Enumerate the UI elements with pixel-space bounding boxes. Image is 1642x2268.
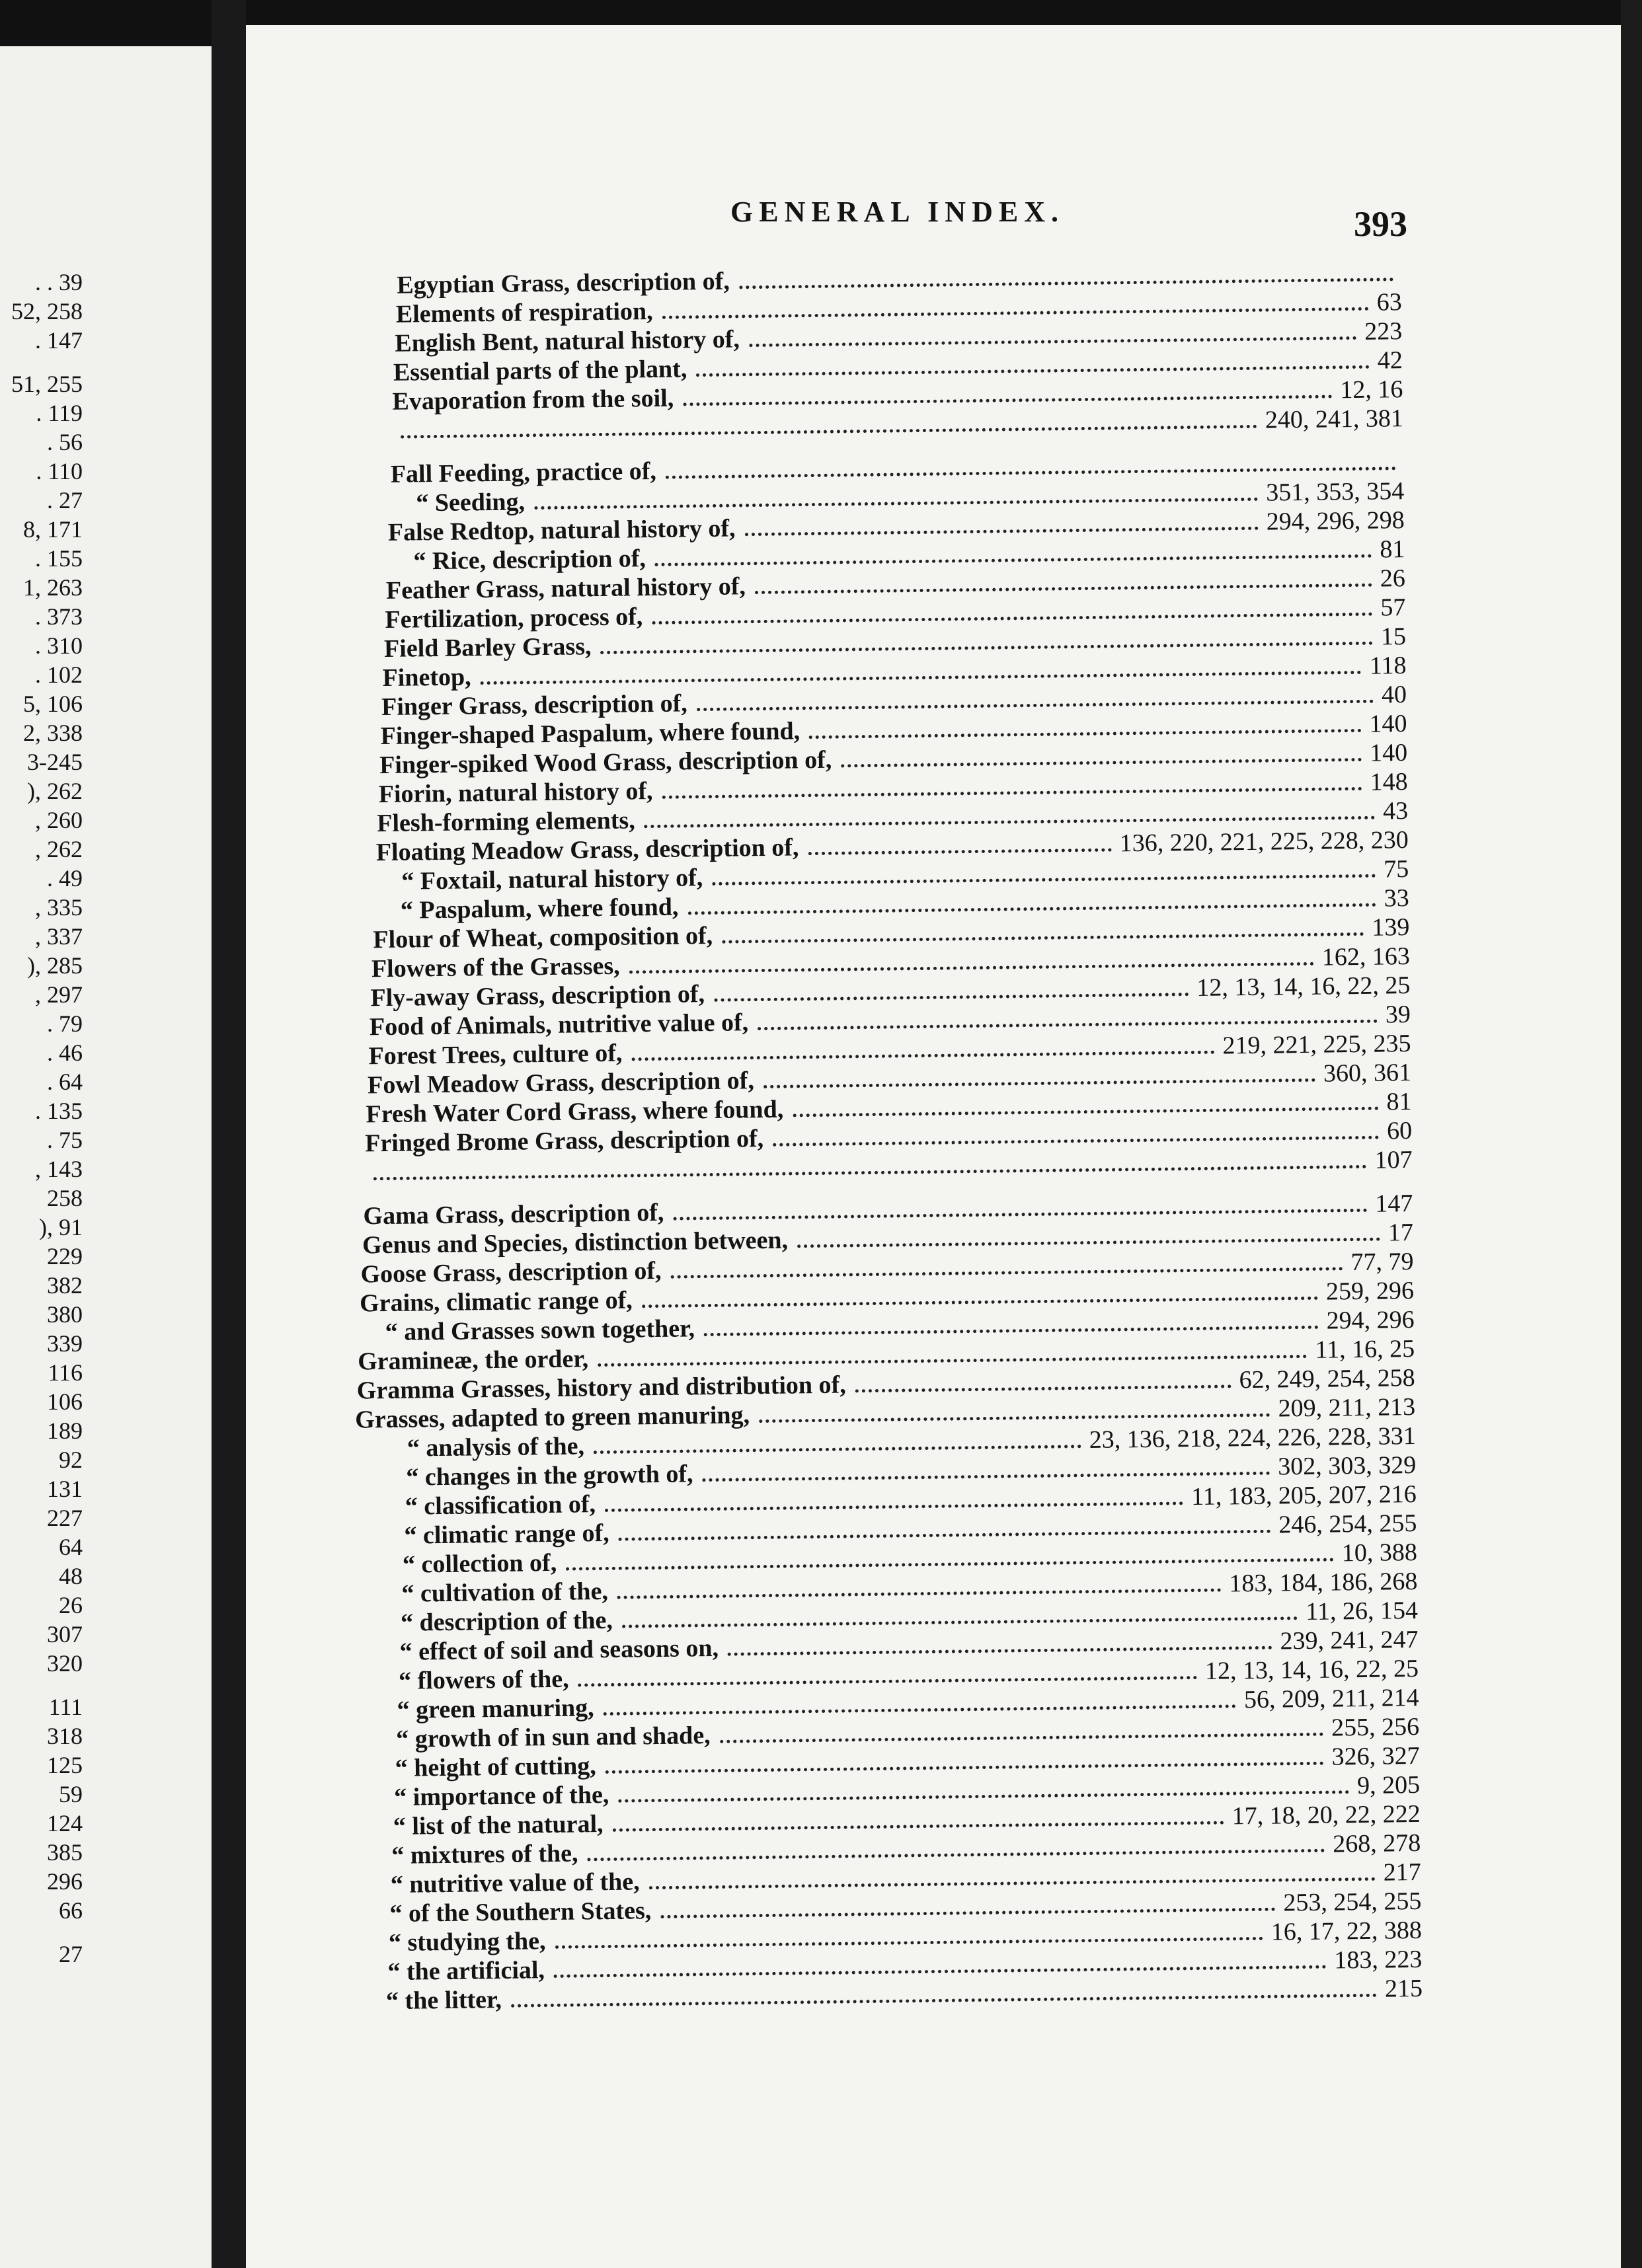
left-page-fragment: 229 xyxy=(47,1243,83,1269)
left-page-fragment: ), 285 xyxy=(27,952,83,979)
index-term: “ collection of, xyxy=(402,1548,557,1579)
index-pages: 40 xyxy=(1381,681,1407,709)
left-page-fragment: 339 xyxy=(47,1330,83,1357)
index-term: Fall Feeding, practice of, xyxy=(390,457,657,488)
index-term: Gramma Grasses, history and distribution of, xyxy=(356,1371,846,1405)
index-pages: 16, 17, 22, 388 xyxy=(1271,1916,1423,1946)
index-pages: 148 xyxy=(1370,768,1408,796)
index-pages: 294, 296 xyxy=(1326,1306,1415,1335)
dot-leader xyxy=(617,1589,1222,1599)
index-pages: 217 xyxy=(1383,1858,1422,1887)
index-pages: 63 xyxy=(1376,288,1402,317)
index-term: “ Seeding, xyxy=(416,488,526,517)
index-pages: 360, 361 xyxy=(1323,1059,1412,1088)
left-page-fragment: , 143 xyxy=(35,1156,83,1182)
left-page-fragment: . 155 xyxy=(35,545,83,572)
dot-leader xyxy=(671,1267,1343,1278)
index-term: Fiorin, natural history of, xyxy=(378,777,653,809)
index-term: “ the litter, xyxy=(385,1985,502,2016)
left-page-fragment: 307 xyxy=(47,1621,83,1647)
index-term: “ Rice, description of, xyxy=(413,545,646,576)
index-pages: 11, 16, 25 xyxy=(1315,1335,1415,1364)
index-term: “ mixtures of the, xyxy=(391,1839,578,1870)
left-page-fragment: 380 xyxy=(47,1301,83,1328)
index-pages: 219, 221, 225, 235 xyxy=(1222,1030,1411,1060)
index-pages: 81 xyxy=(1386,1088,1412,1116)
left-page-fragment: 227 xyxy=(47,1505,83,1531)
dot-leader xyxy=(604,1704,1236,1716)
index-pages: 107 xyxy=(1374,1146,1413,1174)
index-term: False Redtop, natural history of, xyxy=(387,514,736,547)
index-pages: 259, 296 xyxy=(1325,1277,1415,1306)
index-term: Finger-shaped Paspalum, where found, xyxy=(380,717,801,751)
index-pages: 268, 278 xyxy=(1332,1829,1421,1858)
dot-leader xyxy=(622,1616,1298,1628)
index-pages: 56, 209, 211, 214 xyxy=(1243,1683,1419,1714)
page-edge xyxy=(1621,0,1642,2268)
dot-leader xyxy=(749,336,1356,347)
index-pages: 57 xyxy=(1380,593,1406,622)
index-term: English Bent, natural history of, xyxy=(395,325,740,358)
index-term: Gama Grass, description of, xyxy=(363,1198,664,1230)
dot-leader xyxy=(618,1790,1349,1803)
dot-leader xyxy=(642,1297,1318,1308)
index-pages: 140 xyxy=(1369,739,1408,767)
index-term: “ and Grasses sown together, xyxy=(385,1314,695,1347)
dot-leader xyxy=(728,1646,1272,1656)
index-pages: 39 xyxy=(1385,1001,1411,1029)
index-pages: 17 xyxy=(1388,1219,1414,1247)
index-term: Genus and Species, distinction between, xyxy=(362,1226,789,1260)
dot-leader xyxy=(773,1136,1379,1147)
index-term: “ classification of, xyxy=(405,1490,596,1521)
left-page-fragment: 27 xyxy=(59,1941,83,1967)
dot-leader xyxy=(662,787,1362,799)
index-term: “ effect of soil and seasons on, xyxy=(399,1634,719,1666)
left-page-fragment: 2, 338 xyxy=(23,720,83,746)
index-pages: 183, 184, 186, 268 xyxy=(1229,1567,1418,1598)
left-page-fragment: 106 xyxy=(47,1388,83,1415)
dot-leader xyxy=(793,1107,1378,1117)
left-page-fragment: 296 xyxy=(47,1868,83,1895)
dot-leader xyxy=(758,1020,1378,1030)
dot-leader xyxy=(605,1501,1183,1512)
left-page-fragment: 111 xyxy=(48,1694,83,1720)
index-pages: 147 xyxy=(1375,1190,1413,1218)
index-term: Flowers of the Grasses, xyxy=(371,952,620,983)
index-pages: 253, 254, 255 xyxy=(1283,1887,1422,1917)
index-pages: 10, 388 xyxy=(1341,1538,1418,1568)
left-page-fragment: . 373 xyxy=(35,603,83,630)
left-page-fragment: . 27 xyxy=(47,487,83,513)
left-page-fragment: . 75 xyxy=(47,1127,83,1153)
dot-leader xyxy=(745,527,1259,536)
index-pages: 223 xyxy=(1364,317,1403,346)
left-page-fragment: 92 xyxy=(59,1447,83,1473)
index-term: “ growth of in sun and shade, xyxy=(395,1721,711,1753)
index-pages: 11, 26, 154 xyxy=(1306,1596,1419,1626)
left-page-fragment: 48 xyxy=(59,1563,83,1589)
left-page-fragment: . 79 xyxy=(47,1010,83,1037)
index-term: “ importance of the, xyxy=(394,1780,609,1811)
left-page-fragment: . 119 xyxy=(36,400,83,426)
index-pages: 209, 211, 213 xyxy=(1278,1392,1416,1423)
dot-leader xyxy=(629,962,1314,974)
dot-leader xyxy=(578,1676,1198,1686)
dot-leader xyxy=(704,1326,1319,1336)
left-page-fragment: 258 xyxy=(47,1185,83,1211)
index-pages: 77, 79 xyxy=(1350,1248,1414,1277)
dot-leader xyxy=(655,554,1372,566)
left-page-fragment: 59 xyxy=(59,1781,83,1807)
left-page-fragment: 382 xyxy=(47,1272,83,1299)
left-page-fragment: . . 39 xyxy=(35,269,83,295)
dot-leader xyxy=(660,1908,1275,1918)
left-page-fragment: , 337 xyxy=(35,923,83,950)
index-pages: 81 xyxy=(1380,535,1405,564)
dot-leader xyxy=(714,993,1189,1002)
index-term: “ list of the natural, xyxy=(393,1810,604,1840)
index-term: Elements of respiration, xyxy=(395,297,653,328)
index-pages: 75 xyxy=(1383,855,1409,884)
index-term: Fowl Meadow Grass, description of, xyxy=(367,1067,755,1100)
index-pages: 9, 205 xyxy=(1356,1770,1421,1800)
dot-leader xyxy=(662,307,1369,319)
dot-leader xyxy=(759,1414,1271,1423)
index-term: Fly-away Grass, description of, xyxy=(370,980,705,1012)
left-page-fragment: 385 xyxy=(47,1839,83,1866)
left-page-fragment: . 46 xyxy=(47,1040,83,1066)
dot-leader xyxy=(534,498,1258,510)
left-page-fragment: 64 xyxy=(59,1534,83,1560)
left-page-fragment: , 335 xyxy=(35,894,83,921)
left-page-fragment: 1, 263 xyxy=(23,574,83,601)
index-term: “ nutritive value of the, xyxy=(390,1868,640,1899)
index-pages: 12, 16 xyxy=(1340,375,1403,404)
index-term: Flesh-forming elements, xyxy=(377,806,635,838)
index-term: Fresh Water Cord Grass, where found, xyxy=(366,1095,784,1129)
dot-leader xyxy=(808,849,1111,856)
dot-leader xyxy=(649,1877,1376,1889)
left-page-fragment: . 110 xyxy=(36,458,83,484)
index-term: Field Barley Grass, xyxy=(383,632,592,663)
dot-leader xyxy=(555,1937,1263,1949)
index-term: “ Foxtail, natural history of, xyxy=(401,864,703,895)
left-page-fragment: 8, 171 xyxy=(23,516,83,543)
dot-leader xyxy=(645,816,1376,829)
index-term: Floating Meadow Grass, description of, xyxy=(375,833,799,867)
index-pages: 26 xyxy=(1380,564,1406,593)
left-page-fragment: 320 xyxy=(47,1650,83,1677)
dot-leader xyxy=(720,1733,1323,1743)
index-term: Fringed Brome Grass, description of, xyxy=(364,1125,764,1158)
left-page-fragment: 66 xyxy=(59,1897,83,1924)
left-page-fragment: . 147 xyxy=(35,327,83,354)
index-pages: 11, 183, 205, 207, 216 xyxy=(1191,1480,1417,1511)
index-pages: 255, 256 xyxy=(1331,1712,1420,1742)
index-term: Goose Grass, description of, xyxy=(360,1256,662,1289)
index-pages: 239, 241, 247 xyxy=(1280,1625,1419,1655)
index-term: “ analysis of the, xyxy=(407,1432,585,1462)
dot-leader xyxy=(588,1849,1325,1862)
index-term: “ description of the, xyxy=(400,1606,613,1637)
left-page-fragment: 318 xyxy=(47,1723,83,1749)
index-term: Flour of Wheat, composition of, xyxy=(373,921,713,954)
left-page-fragment: . 310 xyxy=(35,632,83,659)
index-term: Evaporation from the soil, xyxy=(392,384,674,416)
dot-leader xyxy=(855,1384,1232,1392)
left-page-fragment: 125 xyxy=(47,1752,83,1778)
dot-leader xyxy=(666,467,1396,478)
index-pages: 33 xyxy=(1384,884,1410,913)
dot-leader xyxy=(755,584,1372,594)
index-pages: 12, 13, 14, 16, 22, 25 xyxy=(1196,971,1411,1002)
index-pages: 136, 220, 221, 225, 228, 230 xyxy=(1119,826,1409,858)
index-pages: 326, 327 xyxy=(1331,1741,1420,1771)
index-term: Finger Grass, description of, xyxy=(381,689,688,722)
index-pages: 240, 241, 381 xyxy=(1265,404,1404,434)
index-term: Finger-spiked Wood Grass, description of, xyxy=(379,745,832,780)
index-term: Grains, climatic range of, xyxy=(359,1286,633,1318)
left-page-fragment: 51, 255 xyxy=(11,371,83,397)
dot-leader xyxy=(606,1762,1324,1774)
index-term: “ changes in the growth of, xyxy=(406,1460,693,1492)
index-pages: 43 xyxy=(1382,797,1409,825)
dot-leader xyxy=(683,395,1332,406)
index-term: “ of the Southern States, xyxy=(389,1897,652,1928)
index-pages: 23, 136, 218, 224, 226, 228, 331 xyxy=(1089,1421,1416,1455)
left-page-fragment: 116 xyxy=(48,1359,83,1386)
index-pages: 60 xyxy=(1386,1117,1413,1145)
index-term: “ cultivation of the, xyxy=(401,1577,609,1608)
index-term: Grasses, adapted to green manuring, xyxy=(355,1401,750,1434)
index-term: Forest Trees, culture of, xyxy=(368,1039,623,1071)
left-page-fragment: . 56 xyxy=(47,429,83,455)
index-term: Fertilization, process of, xyxy=(385,603,643,634)
left-page-fragment: 26 xyxy=(59,1592,83,1618)
index-term: Gramineæ, the order, xyxy=(357,1345,589,1376)
left-page-fragment: . 49 xyxy=(47,865,83,891)
dot-leader xyxy=(594,1445,1081,1454)
dot-leader xyxy=(763,1078,1315,1088)
left-page-fragment: 131 xyxy=(47,1476,83,1502)
index-pages: 351, 353, 354 xyxy=(1265,477,1405,507)
index-term: “ green manuring, xyxy=(397,1694,594,1724)
dot-leader xyxy=(739,278,1393,289)
index-pages: 139 xyxy=(1372,913,1410,942)
left-page-fragment: . 135 xyxy=(35,1098,83,1124)
left-page-fragment: 52, 258 xyxy=(11,298,83,324)
left-page-fragment: , 297 xyxy=(35,981,83,1008)
index-term: Egyptian Grass, description of, xyxy=(397,267,730,299)
index-term: “ climatic range of, xyxy=(404,1519,609,1550)
dot-leader xyxy=(703,1472,1271,1482)
index-pages: 302, 303, 329 xyxy=(1278,1451,1417,1481)
index-term: “ flowers of the, xyxy=(398,1665,569,1695)
left-page-fragment: . 64 xyxy=(47,1069,83,1095)
dot-leader xyxy=(841,758,1362,768)
book-gutter xyxy=(212,0,246,2268)
dot-leader xyxy=(809,729,1362,739)
dot-leader xyxy=(674,1209,1368,1221)
dot-leader xyxy=(696,365,1370,377)
dot-leader xyxy=(712,874,1376,886)
left-page-fragment: ), 262 xyxy=(27,778,83,804)
left-page-fragment: . 102 xyxy=(35,662,83,688)
index-term: Feather Grass, natural history of, xyxy=(385,572,746,605)
dot-leader xyxy=(722,932,1364,944)
dot-leader xyxy=(697,700,1374,712)
index-pages: 183, 223 xyxy=(1334,1945,1423,1975)
left-page-fragment: 124 xyxy=(47,1810,83,1836)
page-number: 393 xyxy=(1354,204,1407,244)
index-pages: 42 xyxy=(1377,346,1403,375)
left-page-fragment: 189 xyxy=(47,1418,83,1444)
dot-leader xyxy=(797,1238,1380,1248)
left-page-fragment: 5, 106 xyxy=(23,691,83,717)
left-page-fragment: , 260 xyxy=(35,807,83,833)
index-pages: 15 xyxy=(1380,623,1407,651)
index-term: “ studying the, xyxy=(388,1927,546,1957)
left-page-fragment: , 262 xyxy=(35,836,83,862)
index-pages: 215 xyxy=(1384,1974,1423,2003)
dot-leader xyxy=(598,1355,1307,1367)
left-page-fragment: ), 91 xyxy=(39,1214,83,1240)
index-term: Finetop, xyxy=(382,663,471,693)
dot-leader xyxy=(631,1051,1214,1061)
index-term: Essential parts of the plant, xyxy=(393,355,687,387)
index-pages: 12, 13, 14, 16, 22, 25 xyxy=(1204,1654,1419,1685)
dot-leader xyxy=(619,1530,1271,1541)
index-term: “ Paspalum, where found, xyxy=(400,893,679,925)
index-pages: 17, 18, 20, 22, 222 xyxy=(1232,1799,1421,1831)
index-pages: 118 xyxy=(1369,652,1407,680)
left-page-fragment: 3-245 xyxy=(27,749,83,775)
index-term: “ the artificial, xyxy=(387,1956,545,1986)
dot-leader xyxy=(687,903,1376,915)
index-term: “ height of cutting, xyxy=(395,1752,596,1782)
index-pages: 140 xyxy=(1369,710,1407,738)
dot-leader xyxy=(613,1821,1224,1832)
index-pages: 62, 249, 254, 258 xyxy=(1239,1364,1415,1394)
index-pages: 246, 254, 255 xyxy=(1278,1509,1417,1539)
index-pages: 162, 163 xyxy=(1321,942,1411,971)
page-title: GENERAL INDEX. xyxy=(730,196,1064,228)
dot-leader xyxy=(652,613,1372,624)
index-term: Food of Animals, nutritive value of, xyxy=(369,1008,749,1041)
index-pages: 294, 296, 298 xyxy=(1266,506,1405,536)
